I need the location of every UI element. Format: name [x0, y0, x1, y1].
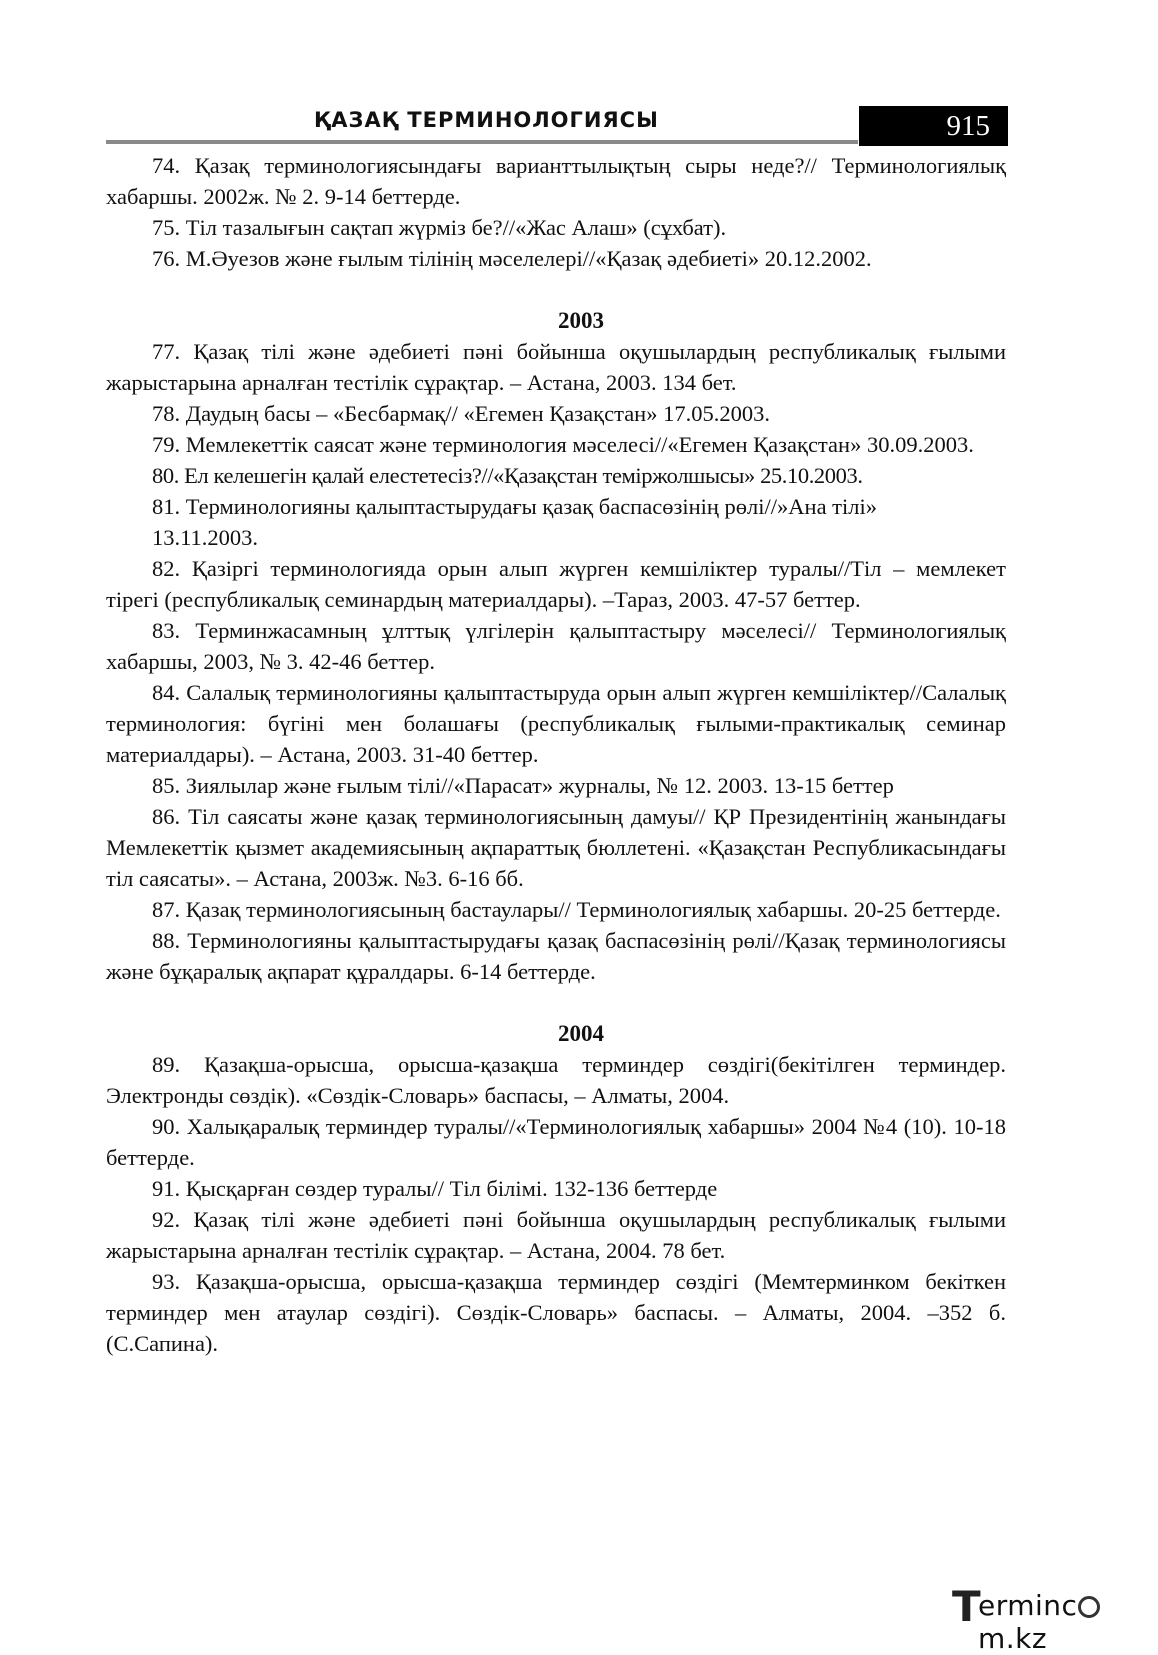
entry-79: 79. Мемлекеттік саясат және терминология мәселесі//«Егемен Қазақстан» 30.09.2003.: [152, 432, 974, 457]
entry-88: 88. Терминологияны қалыптастырудағы қазақ баспасөзінің рөлі//Қазақ терминологиясы және бұқаралық ақпарат құралдары. 6-14 беттерде.: [106, 928, 1006, 984]
entry-80: 80. Ел келешегін қалай елестетесіз?//«Қазақстан теміржолшысы» 25.10.2003.: [152, 463, 863, 488]
logo-o-ring-icon: [1078, 1596, 1100, 1618]
entry-90: 90. Халықаралық терминдер туралы//«Терминологиялық хабаршы» 2004 №4 (10). 10-18 беттерде.: [106, 1114, 1006, 1170]
entry-82: 82. Қазіргі терминологияда орын алып жүрген кемшіліктер туралы//Тіл – мемлекет тірегі (республикалық семинардың материалдары). –Тараз, 2003. 47-57 беттер.: [106, 556, 1006, 612]
entry-93: 93. Қазақша-орысша, орысша-қазақша терминдер сөздігі (Мемтерминком бекіткен терминдер мен атаулар сөздігі). Сөздік-Словарь» баспасы. – Алматы, 2004. –352 б. (С.Сапина).: [106, 1269, 1006, 1356]
running-title: ҚАЗАҚ ТЕРМИНОЛОГИЯСЫ: [314, 108, 659, 132]
page-header: [106, 106, 1008, 148]
termincom-logo: [942, 1582, 1152, 1655]
page-number: 915: [859, 106, 1008, 146]
entry-89: 89. Қазақша-орысша, орысша-қазақша терминдер сөздігі(бекітілген терминдер. Электронды сөздік). «Сөздік-Словарь» баспасы, – Алматы, 2004.: [106, 1052, 1006, 1108]
year-heading-2004: 2004: [558, 1021, 604, 1046]
entry-76: 76. М.Әуезов және ғылым тілінің мәселелері//«Қазақ әдебиеті» 20.12.2002.: [152, 246, 872, 271]
bibliography-list: [106, 150, 1006, 1359]
entry-81: 81. Терминологияны қалыптастырудағы қазақ баспасөзінің рөлі//»Ана тілі»: [152, 494, 877, 519]
entry-74: 74. Қазақ терминологиясындағы варианттылықтың сыры неде?// Терминологиялық хабаршы. 2002ж. № 2. 9-14 беттерде.: [106, 153, 1006, 209]
entry-92: 92. Қазақ тілі және әдебиеті пәні бойынша оқушылардың республикалық ғылыми жарыстарына арналған тестілік сұрақтар. – Астана, 2004. 78 бет.: [106, 1207, 1006, 1263]
entry-81-date: 13.11.2003.: [152, 525, 259, 550]
entry-87: 87. Қазақ терминологиясының бастаулары// Терминологиялық хабаршы. 20-25 беттерде.: [152, 897, 1001, 922]
logo-t-mark: T: [952, 1582, 981, 1631]
logo-text: ermincm.kz: [978, 1589, 1152, 1655]
header-rule: [106, 140, 858, 144]
entry-84: 84. Салалық терминологияны қалыптастыруда орын алып жүрген кемшіліктер//Салалық терминология: бүгіні мен болашағы (республикалық ғылыми-практикалық семинар материалдары). – Астана, 2003. 31-40 беттер.: [106, 680, 1006, 767]
entry-78: 78. Даудың басы – «Бесбармақ// «Егемен Қазақстан» 17.05.2003.: [152, 401, 770, 426]
entry-83: 83. Терминжасамның ұлттық үлгілерін қалыптастыру мәселесі// Терминологиялық хабаршы, 2003, № 3. 42-46 беттер.: [106, 618, 1006, 674]
year-heading-2003: 2003: [558, 308, 604, 333]
entry-75: 75. Тіл тазалығын сақтап жүрміз бе?//«Жас Алаш» (сұхбат).: [152, 215, 727, 240]
entry-86: 86. Тіл саясаты және қазақ терминологиясының дамуы// ҚР Президентінің жанындағы Мемлекеттік қызмет академиясының ақпараттық бюллетені. «Қазақстан Республикасындағы тіл саясаты». – Астана, 2003ж. №3. 6-16 бб.: [106, 804, 1006, 891]
entry-91: 91. Қысқарған сөздер туралы// Тіл білімі. 132-136 беттерде: [152, 1176, 718, 1201]
entry-85: 85. Зиялылар және ғылым тілі//«Парасат» журналы, № 12. 2003. 13-15 беттер: [152, 773, 894, 798]
entry-77: 77. Қазақ тілі және әдебиеті пәні бойынша оқушылардың республикалық ғылыми жарыстарына арналған тестілік сұрақтар. – Астана, 2003. 134 бет.: [106, 339, 1006, 395]
